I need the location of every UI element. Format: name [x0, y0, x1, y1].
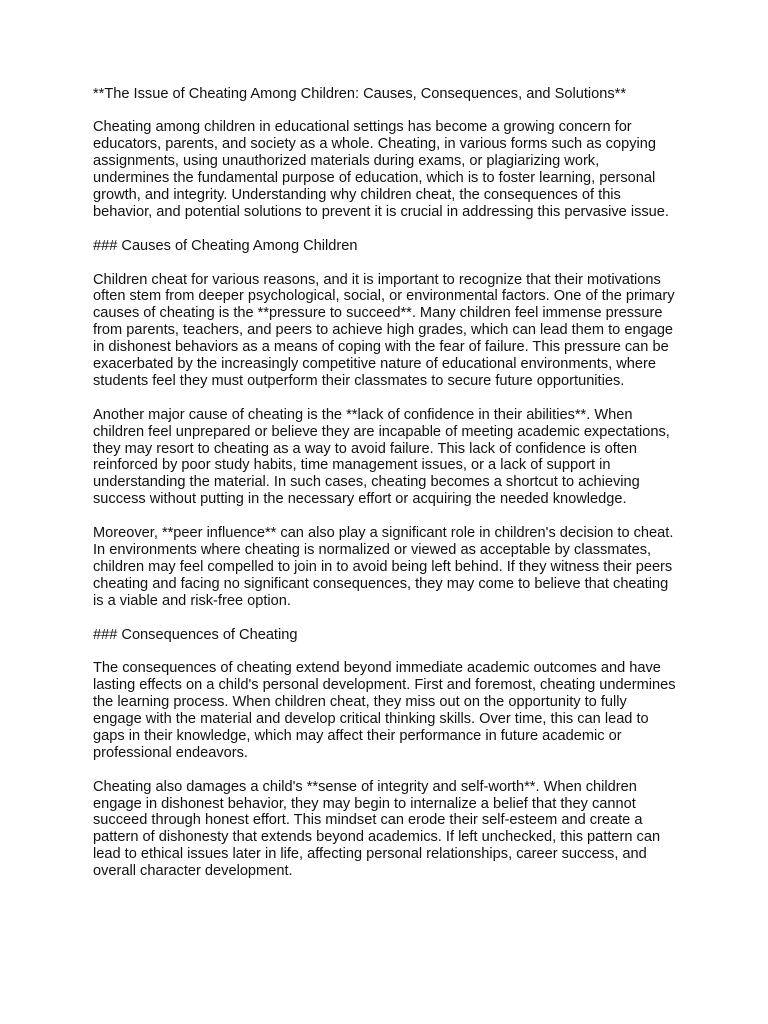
section-heading-consequences: ### Consequences of Cheating — [93, 626, 298, 643]
causes-paragraph-peer-influence: Moreover, **peer influence** can also play a significant role in children's decision to cheat. In environments where cheating is normalized or viewed as acceptable by classmates, children may feel compelled to join in to avoid being left behind. If they witness their peers cheating and facing no significant consequences, they may come to believe that cheating is a viable and risk-free option. — [93, 525, 674, 609]
consequences-paragraph-integrity: Cheating also damages a child's **sense of integrity and self-worth**. When children engage in dishonest behavior, they may begin to internalize a belief that they cannot succeed through honest effort. This mindset can erode their self-esteem and create a pattern of dishonesty that extends beyond academics. If left unchecked, this pattern can lead to ethical issues later in life, affecting personal relationships, career success, and overall character development. — [93, 778, 661, 880]
causes-paragraph-confidence: Another major cause of cheating is the **lack of confidence in their abilities**. When children feel unprepared or believe they are incapable of meeting academic expectations, they may resort to cheating as a way to avoid failure. This lack of confidence is often reinforced by poor study habits, time management issues, or a lack of support in understanding the material. In such cases, cheating becomes a shortcut to achieving success without putting in the necessary effort or acquiring the needed knowledge. — [93, 406, 670, 508]
causes-paragraph-pressure: Children cheat for various reasons, and it is important to recognize that their motivations often stem from deeper psychological, social, or environmental factors. One of the primary causes of cheating is the **pressure to succeed**. Many children feel immense pressure from parents, teachers, and peers to achieve high grades, which can lead them to engage in dishonest behaviors as a means of coping with the fear of failure. This pressure can be exacerbated by the increasingly competitive nature of educational environments, where students feel they must outperform their classmates to secure future opportunities. — [93, 271, 675, 389]
consequences-paragraph-learning: The consequences of cheating extend beyond immediate academic outcomes and have lasting effects on a child's personal development. First and foremost, cheating undermines the learning process. When children cheat, they miss out on the opportunity to fully engage with the material and develop critical thinking skills. Over time, this can lead to gaps in their knowledge, which may affect their performance in future academic or professional endeavors. — [93, 660, 676, 761]
intro-paragraph: Cheating among children in educational settings has become a growing concern for educators, parents, and society as a whole. Cheating, in various forms such as copying assignments, using unauthorized materials during exams, or plagiarizing work, undermines the fundamental purpose of education, which is to foster learning, personal growth, and integrity. Understanding why children cheat, the consequences of this behavior, and potential solutions to prevent it is crucial in addressing this pervasive issue. — [93, 119, 669, 220]
section-heading-causes: ### Causes of Cheating Among Children — [93, 237, 358, 254]
document-title: **The Issue of Cheating Among Children: Causes, Consequences, and Solutions** — [93, 86, 626, 102]
document-page — [93, 86, 678, 897]
